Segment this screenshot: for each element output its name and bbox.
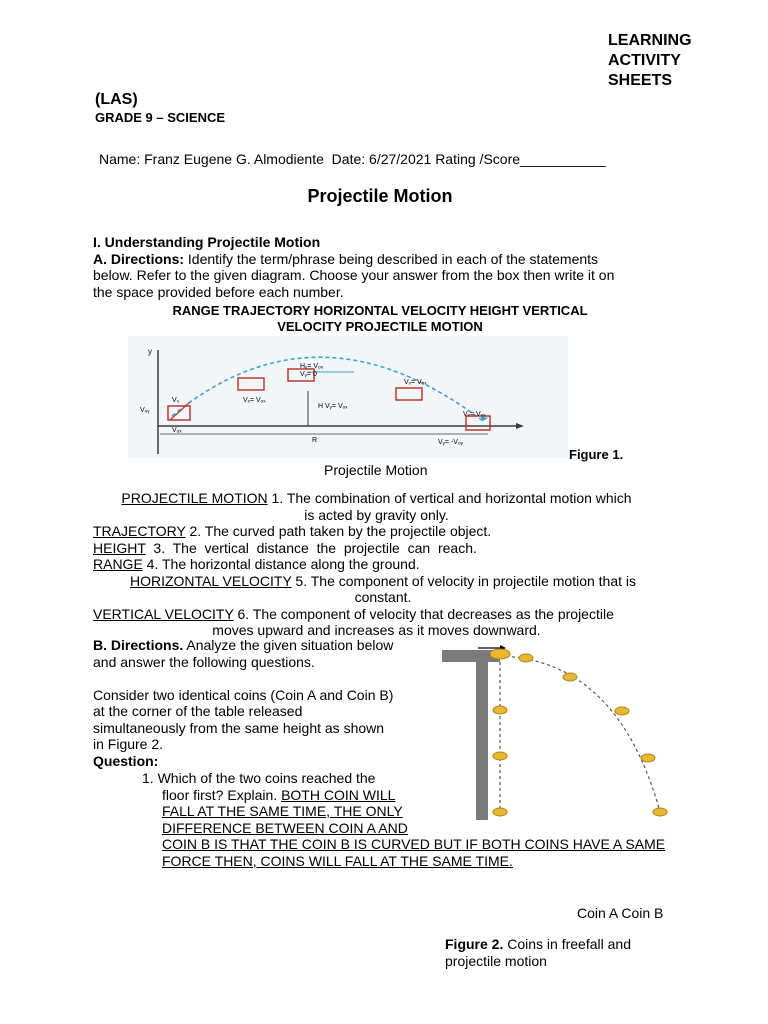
answer-list [93,490,673,639]
directions-b-text: Analyze the given situation below [183,637,394,653]
answer-text: 3. The vertical distance the projectile can reach. [145,539,477,556]
directions-line [93,251,653,268]
section-one [93,234,653,300]
vy-zero-label: Vᵧ= 0 [300,371,317,378]
las-label: (LAS) [95,91,138,108]
answer-blank: TRAJECTORY [93,523,186,539]
answer-item [93,573,673,590]
question-text: 1. Which of the two coins reached the [142,770,376,786]
v0-label: V₀ [172,397,180,404]
answer-item [93,523,673,540]
answer-continuation: constant. [354,589,412,605]
coin-b [653,808,667,816]
vx-right-label: Vₓ= Vₒₓ [404,379,427,386]
directions-line: below. Refer to the given diagram. Choose your answer from the box then write it on [93,267,615,283]
figure2-background [438,640,678,820]
choices-box [100,303,660,335]
coin-labels: Coin A Coin B [577,905,664,921]
figure2-diagram [438,640,678,820]
figure1-label: Figure 1. [569,447,624,462]
section-two [93,637,433,769]
corner-title-line: LEARNING [608,32,692,49]
directions-line: the space provided before each number. [93,283,344,300]
corner-title-line: SHEETS [608,72,673,89]
scenario-line: Consider two identical coins (Coin A and Coin B) [93,686,394,703]
figure2-label: Figure 2. [445,936,504,952]
choices-line: RANGE TRAJECTORY HORIZONTAL VELOCITY HEIGHT VERTICAL [172,303,588,318]
answer-blank: PROJECTILE MOTION [121,490,268,506]
page-title: Projectile Motion [307,186,453,206]
answer-underlined: COIN B IS THAT THE COIN B IS CURVED BUT IF BOTH COINS HAVE A SAME [162,836,666,852]
directions-b-label: B. Directions. [93,637,184,653]
answer-text: 6. The component of velocity that decreases as the projectile [233,605,614,622]
answer-text: 4. The horizontal distance along the ground. [142,556,420,572]
figure1-diagram [128,336,568,458]
coin-a [493,752,507,760]
range-label: R [312,437,318,444]
scenario-line: at the corner of the table released [93,703,303,719]
coin-a [493,808,507,816]
answer-text: 2. The curved path taken by the projectile object. [185,523,492,539]
coin [490,649,510,659]
vx-apex-label: Hₓ= Vₒₓ [300,363,323,370]
corner-title [608,31,692,91]
vox-label: Vₒₓ [172,427,182,434]
coin-b [641,754,655,762]
vx-end-label: Vₓ= Vₒₓ [463,411,486,418]
coin-a [493,706,507,714]
answer-item [93,490,660,507]
directions-label: A. Directions: [93,250,185,267]
answer-item [93,606,673,623]
figure2-caption [445,936,705,969]
answer-continuation: moves upward and increases as it moves downward. [212,622,541,638]
directions-text: Identify the term/phrase being described in each of the statements [184,250,599,267]
section-heading: I. Understanding Projectile Motion [93,234,321,250]
coin-b [519,654,533,662]
answer-blank: RANGE [93,556,143,572]
table-leg [476,662,488,820]
answer-item [93,540,673,557]
vx-left-label: Vₓ= Vₒₓ [243,397,266,404]
vy-end-label: Vᵧ= -Vₒᵧ [438,439,463,446]
name-line: Name: Franz Eugene G. Almodiente Date: 6/27/2021 Rating /Score___________ [99,151,606,167]
figure2-caption-text: Coins in freefall and [503,936,631,952]
answer-text: 5. The component of velocity in projectile motion that is [291,572,637,589]
answer-blank: HEIGHT [93,539,146,556]
figure-background [128,336,568,458]
answer-underlined: BOTH COIN WILL [281,786,396,803]
answer-underlined: DIFFERENCE BETWEEN COIN A AND [162,819,408,836]
answer-underlined: FALL AT THE SAME TIME, THE ONLY [162,803,403,819]
figure1-caption: Projectile Motion [324,462,428,478]
height-label: H Vᵧ= Vₒₓ [318,403,348,410]
figure2-caption-line [445,936,705,953]
question-label: Question: [93,752,159,769]
grade-label: GRADE 9 – SCIENCE [95,110,226,125]
directions-b [93,637,433,654]
answer-blank: HORIZONTAL VELOCITY [129,572,292,589]
answer-blank: VERTICAL VELOCITY [93,605,234,622]
answer-continuation: is acted by gravity only. [304,506,449,523]
question-text: floor first? Explain. [162,786,282,803]
coin-b [563,673,577,681]
scenario-line: in Figure 2. [93,736,164,752]
answer-text: 1. The combination of vertical and horizontal motion which [267,490,632,506]
coin-b [615,707,629,715]
corner-title-line: ACTIVITY [608,52,681,69]
scenario-line: simultaneously from the same height as shown [93,719,385,736]
y-axis-label: y [148,347,152,356]
choices-line: VELOCITY PROJECTILE MOTION [277,319,483,334]
voy-label: Vₒᵧ [140,407,150,414]
figure2-caption-line: projectile motion [445,952,547,969]
answer-item [93,556,673,573]
answer-underlined: FORCE THEN, COINS WILL FALL AT THE SAME TIME. [162,852,513,869]
directions-b-line: and answer the following questions. [93,653,315,670]
